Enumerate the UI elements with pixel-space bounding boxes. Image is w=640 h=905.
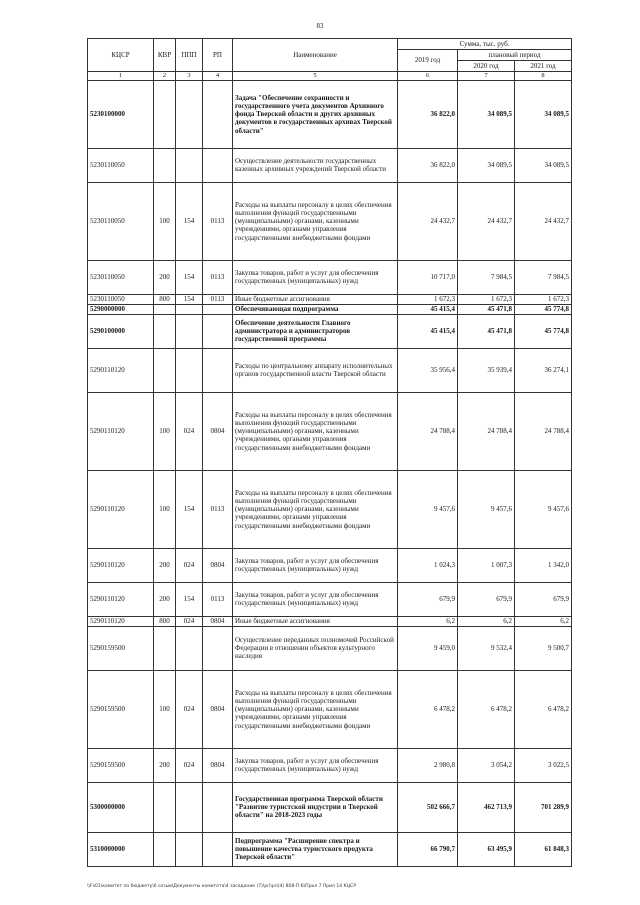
kcsr-cell: 5230110050 <box>88 260 154 294</box>
amount-2021-cell: 24 432,7 <box>515 182 572 260</box>
header-2020: 2020 год <box>458 61 515 72</box>
kcsr-cell: 5310000000 <box>88 832 154 866</box>
amount-2019-cell: 2 980,8 <box>398 748 458 782</box>
ppp-cell: 024 <box>176 670 203 748</box>
kvr-cell: 100 <box>154 470 176 548</box>
table-body <box>88 80 572 866</box>
ppp-cell <box>176 626 203 670</box>
header-2019: 2019 год <box>398 50 458 72</box>
amount-2020-cell: 63 495,9 <box>458 832 515 866</box>
amount-2021-cell: 9 457,6 <box>515 470 572 548</box>
amount-2019-cell: 1 672,3 <box>398 294 458 304</box>
ppp-cell: 154 <box>176 260 203 294</box>
amount-2020-cell: 34 089,5 <box>458 148 515 182</box>
header-rp: РП <box>203 39 233 72</box>
ppp-cell <box>176 148 203 182</box>
amount-2021-cell: 679,9 <box>515 582 572 616</box>
amount-2020-cell: 35 939,4 <box>458 348 515 392</box>
amount-2021-cell: 36 274,1 <box>515 348 572 392</box>
amount-2019-cell: 679,9 <box>398 582 458 616</box>
amount-2019-cell: 35 956,4 <box>398 348 458 392</box>
kvr-cell <box>154 832 176 866</box>
rp-cell: 0113 <box>203 470 233 548</box>
ppp-cell: 024 <box>176 392 203 470</box>
kvr-cell: 200 <box>154 582 176 616</box>
kcsr-cell: 5230110050 <box>88 182 154 260</box>
name-cell: Подпрограмма "Расширение спектра и повышение качества туристского продукта Тверской области" <box>233 832 398 866</box>
ppp-cell <box>176 348 203 392</box>
table-row <box>88 582 572 616</box>
amount-2019-cell: 9 457,6 <box>398 470 458 548</box>
table-row <box>88 80 572 148</box>
amount-2019-cell: 24 788,4 <box>398 392 458 470</box>
col-number: 3 <box>176 72 203 81</box>
column-numbers-row <box>88 72 572 81</box>
ppp-cell: 024 <box>176 616 203 626</box>
table-row <box>88 832 572 866</box>
kvr-cell: 100 <box>154 182 176 260</box>
amount-2020-cell: 7 984,5 <box>458 260 515 294</box>
table-row <box>88 670 572 748</box>
name-cell: Государственная программа Тверской области "Развитие туристской индустрии в Тверской области" на 2018-2023 годы <box>233 782 398 832</box>
amount-2019-cell: 45 415,4 <box>398 304 458 314</box>
rp-cell <box>203 80 233 148</box>
col-number: 6 <box>398 72 458 81</box>
kcsr-cell: 5290110120 <box>88 470 154 548</box>
name-cell: Закупка товаров, работ и услуг для обеспечения государственных (муниципальных) нужд <box>233 548 398 582</box>
col-number: 8 <box>515 72 572 81</box>
name-cell: Закупка товаров, работ и услуг для обеспечения государственных (муниципальных) нужд <box>233 582 398 616</box>
col-number: 4 <box>203 72 233 81</box>
ppp-cell <box>176 782 203 832</box>
rp-cell: 0804 <box>203 616 233 626</box>
amount-2021-cell: 701 289,9 <box>515 782 572 832</box>
kvr-cell <box>154 304 176 314</box>
rp-cell: 0804 <box>203 392 233 470</box>
amount-2020-cell: 1 007,3 <box>458 548 515 582</box>
rp-cell <box>203 832 233 866</box>
kvr-cell <box>154 148 176 182</box>
ppp-cell <box>176 80 203 148</box>
amount-2020-cell: 3 054,2 <box>458 748 515 782</box>
amount-2019-cell: 1 024,3 <box>398 548 458 582</box>
kvr-cell: 100 <box>154 670 176 748</box>
table-row <box>88 748 572 782</box>
amount-2019-cell: 6 478,2 <box>398 670 458 748</box>
rp-cell: 0113 <box>203 260 233 294</box>
amount-2021-cell: 6 478,2 <box>515 670 572 748</box>
rp-cell: 0804 <box>203 748 233 782</box>
amount-2020-cell: 24 432,7 <box>458 182 515 260</box>
name-cell: Обеспечивающая подпрограмма <box>233 304 398 314</box>
amount-2019-cell: 24 432,7 <box>398 182 458 260</box>
kvr-cell: 200 <box>154 748 176 782</box>
table-row <box>88 314 572 348</box>
rp-cell <box>203 304 233 314</box>
table-row <box>88 470 572 548</box>
rp-cell <box>203 782 233 832</box>
table-row <box>88 392 572 470</box>
rp-cell: 0113 <box>203 294 233 304</box>
amount-2019-cell: 36 822,0 <box>398 148 458 182</box>
amount-2021-cell: 7 984,5 <box>515 260 572 294</box>
header-2021: 2021 год <box>515 61 572 72</box>
amount-2019-cell: 10 717,0 <box>398 260 458 294</box>
kcsr-cell: 5290100000 <box>88 314 154 348</box>
amount-2019-cell: 36 822,0 <box>398 80 458 148</box>
amount-2019-cell: 502 666,7 <box>398 782 458 832</box>
amount-2020-cell: 462 713,9 <box>458 782 515 832</box>
amount-2020-cell: 45 471,8 <box>458 304 515 314</box>
kvr-cell: 200 <box>154 260 176 294</box>
amount-2020-cell: 9 532,4 <box>458 626 515 670</box>
kvr-cell <box>154 80 176 148</box>
name-cell: Иные бюджетные ассигнования <box>233 294 398 304</box>
ppp-cell: 154 <box>176 182 203 260</box>
name-cell: Расходы по центральному аппарату исполнительных органов государственной власти Тверской области <box>233 348 398 392</box>
table-row <box>88 782 572 832</box>
kcsr-cell: 5300000000 <box>88 782 154 832</box>
rp-cell <box>203 314 233 348</box>
kcsr-cell: 5290159500 <box>88 748 154 782</box>
kcsr-cell: 5290000000 <box>88 304 154 314</box>
ppp-cell <box>176 314 203 348</box>
header-kvr: КВР <box>154 39 176 72</box>
amount-2020-cell: 1 672,3 <box>458 294 515 304</box>
budget-table <box>87 38 572 867</box>
kcsr-cell: 5290110120 <box>88 348 154 392</box>
amount-2019-cell: 45 415,4 <box>398 314 458 348</box>
rp-cell <box>203 148 233 182</box>
kvr-cell: 800 <box>154 294 176 304</box>
kvr-cell <box>154 314 176 348</box>
amount-2020-cell: 6 478,2 <box>458 670 515 748</box>
col-number: 7 <box>458 72 515 81</box>
ppp-cell: 154 <box>176 582 203 616</box>
kcsr-cell: 5230110050 <box>88 148 154 182</box>
rp-cell: 0804 <box>203 670 233 748</box>
amount-2020-cell: 679,9 <box>458 582 515 616</box>
header-planned-period: плановый период <box>458 50 572 61</box>
amount-2019-cell: 6,2 <box>398 616 458 626</box>
amount-2020-cell: 6,2 <box>458 616 515 626</box>
name-cell: Расходы на выплаты персоналу в целях обеспечения выполнения функций государственными (муниципальными) органами, казенными учреждениями, органами управления государственными внебюджетными фондами <box>233 670 398 748</box>
ppp-cell: 154 <box>176 294 203 304</box>
rp-cell: 0804 <box>203 548 233 582</box>
kcsr-cell: 5290159500 <box>88 670 154 748</box>
kcsr-cell: 5290159500 <box>88 626 154 670</box>
kcsr-cell: 5230100000 <box>88 80 154 148</box>
amount-2021-cell: 24 788,4 <box>515 392 572 470</box>
amount-2020-cell: 9 457,6 <box>458 470 515 548</box>
kcsr-cell: 5230110050 <box>88 294 154 304</box>
kvr-cell: 800 <box>154 616 176 626</box>
kcsr-cell: 5290110120 <box>88 616 154 626</box>
table-row <box>88 548 572 582</box>
name-cell: Осуществление переданных полномочий Российской Федерации в отношении объектов культурного наследия <box>233 626 398 670</box>
amount-2019-cell: 9 459,0 <box>398 626 458 670</box>
rp-cell <box>203 348 233 392</box>
name-cell: Закупка товаров, работ и услуг для обеспечения государственных (муниципальных) нужд <box>233 260 398 294</box>
table-row <box>88 294 572 304</box>
amount-2021-cell: 45 774,8 <box>515 304 572 314</box>
header-sum: Сумма, тыс. руб. <box>398 39 572 50</box>
header-kcsr: КЦСР <box>88 39 154 72</box>
header-ppp: ППП <box>176 39 203 72</box>
kcsr-cell: 5290110120 <box>88 392 154 470</box>
amount-2020-cell: 34 089,5 <box>458 80 515 148</box>
amount-2021-cell: 34 089,5 <box>515 80 572 148</box>
name-cell: Расходы на выплаты персоналу в целях обеспечения выполнения функций государственными (муниципальными) органами, казенными учреждениями, органами управления государственными внебюджетными фондами <box>233 392 398 470</box>
table-row <box>88 260 572 294</box>
amount-2021-cell: 34 089,5 <box>515 148 572 182</box>
amount-2021-cell: 3 022,5 <box>515 748 572 782</box>
name-cell: Задача "Обеспечение сохранности и государственного учета документов Архивного фонда Тверской области и других архивных документов в государственных архивах Тверской области" <box>233 80 398 148</box>
amount-2021-cell: 9 500,7 <box>515 626 572 670</box>
kvr-cell <box>154 348 176 392</box>
amount-2021-cell: 61 848,3 <box>515 832 572 866</box>
ppp-cell: 154 <box>176 470 203 548</box>
rp-cell: 0113 <box>203 182 233 260</box>
table-row <box>88 148 572 182</box>
name-cell: Расходы на выплаты персоналу в целях обеспечения выполнения функций государственными (муниципальными) органами, казенными учреждениями, органами управления государственными внебюджетными фондами <box>233 470 398 548</box>
table-header <box>88 39 572 81</box>
kvr-cell: 100 <box>154 392 176 470</box>
col-number: 1 <box>88 72 154 81</box>
amount-2021-cell: 1 342,0 <box>515 548 572 582</box>
kvr-cell <box>154 626 176 670</box>
kvr-cell <box>154 782 176 832</box>
amount-2020-cell: 24 788,4 <box>458 392 515 470</box>
table-row <box>88 616 572 626</box>
amount-2019-cell: 66 790,7 <box>398 832 458 866</box>
name-cell: Закупка товаров, работ и услуг для обеспечения государственных (муниципальных) нужд <box>233 748 398 782</box>
kcsr-cell: 5290110120 <box>88 548 154 582</box>
table-row <box>88 182 572 260</box>
ppp-cell: 024 <box>176 748 203 782</box>
amount-2021-cell: 6,2 <box>515 616 572 626</box>
file-path-footer: \\Fs01\комитет по бюджету\б созыв\Документы комитета\4 заседание (7)\pri\pri(4) 808-П-б\Прил 7 Прил 14 КЦСР <box>87 884 357 889</box>
kvr-cell: 200 <box>154 548 176 582</box>
ppp-cell <box>176 832 203 866</box>
col-number: 2 <box>154 72 176 81</box>
table-row <box>88 304 572 314</box>
amount-2021-cell: 1 672,3 <box>515 294 572 304</box>
amount-2021-cell: 45 774,8 <box>515 314 572 348</box>
page-number: 83 <box>316 22 324 30</box>
col-number: 5 <box>233 72 398 81</box>
table-row <box>88 626 572 670</box>
rp-cell: 0113 <box>203 582 233 616</box>
kcsr-cell: 5290110120 <box>88 582 154 616</box>
rp-cell <box>203 626 233 670</box>
name-cell: Осуществление деятельности государственных казенных архивных учреждений Тверской области <box>233 148 398 182</box>
name-cell: Обеспечение деятельности Главного администратора и администраторов государственной программы <box>233 314 398 348</box>
header-name: Наименование <box>233 39 398 72</box>
ppp-cell <box>176 304 203 314</box>
amount-2020-cell: 45 471,8 <box>458 314 515 348</box>
ppp-cell: 024 <box>176 548 203 582</box>
name-cell: Расходы на выплаты персоналу в целях обеспечения выполнения функций государственными (муниципальными) органами, казенными учреждениями, органами управления государственными внебюджетными фондами <box>233 182 398 260</box>
name-cell: Иные бюджетные ассигнования <box>233 616 398 626</box>
table-row <box>88 348 572 392</box>
